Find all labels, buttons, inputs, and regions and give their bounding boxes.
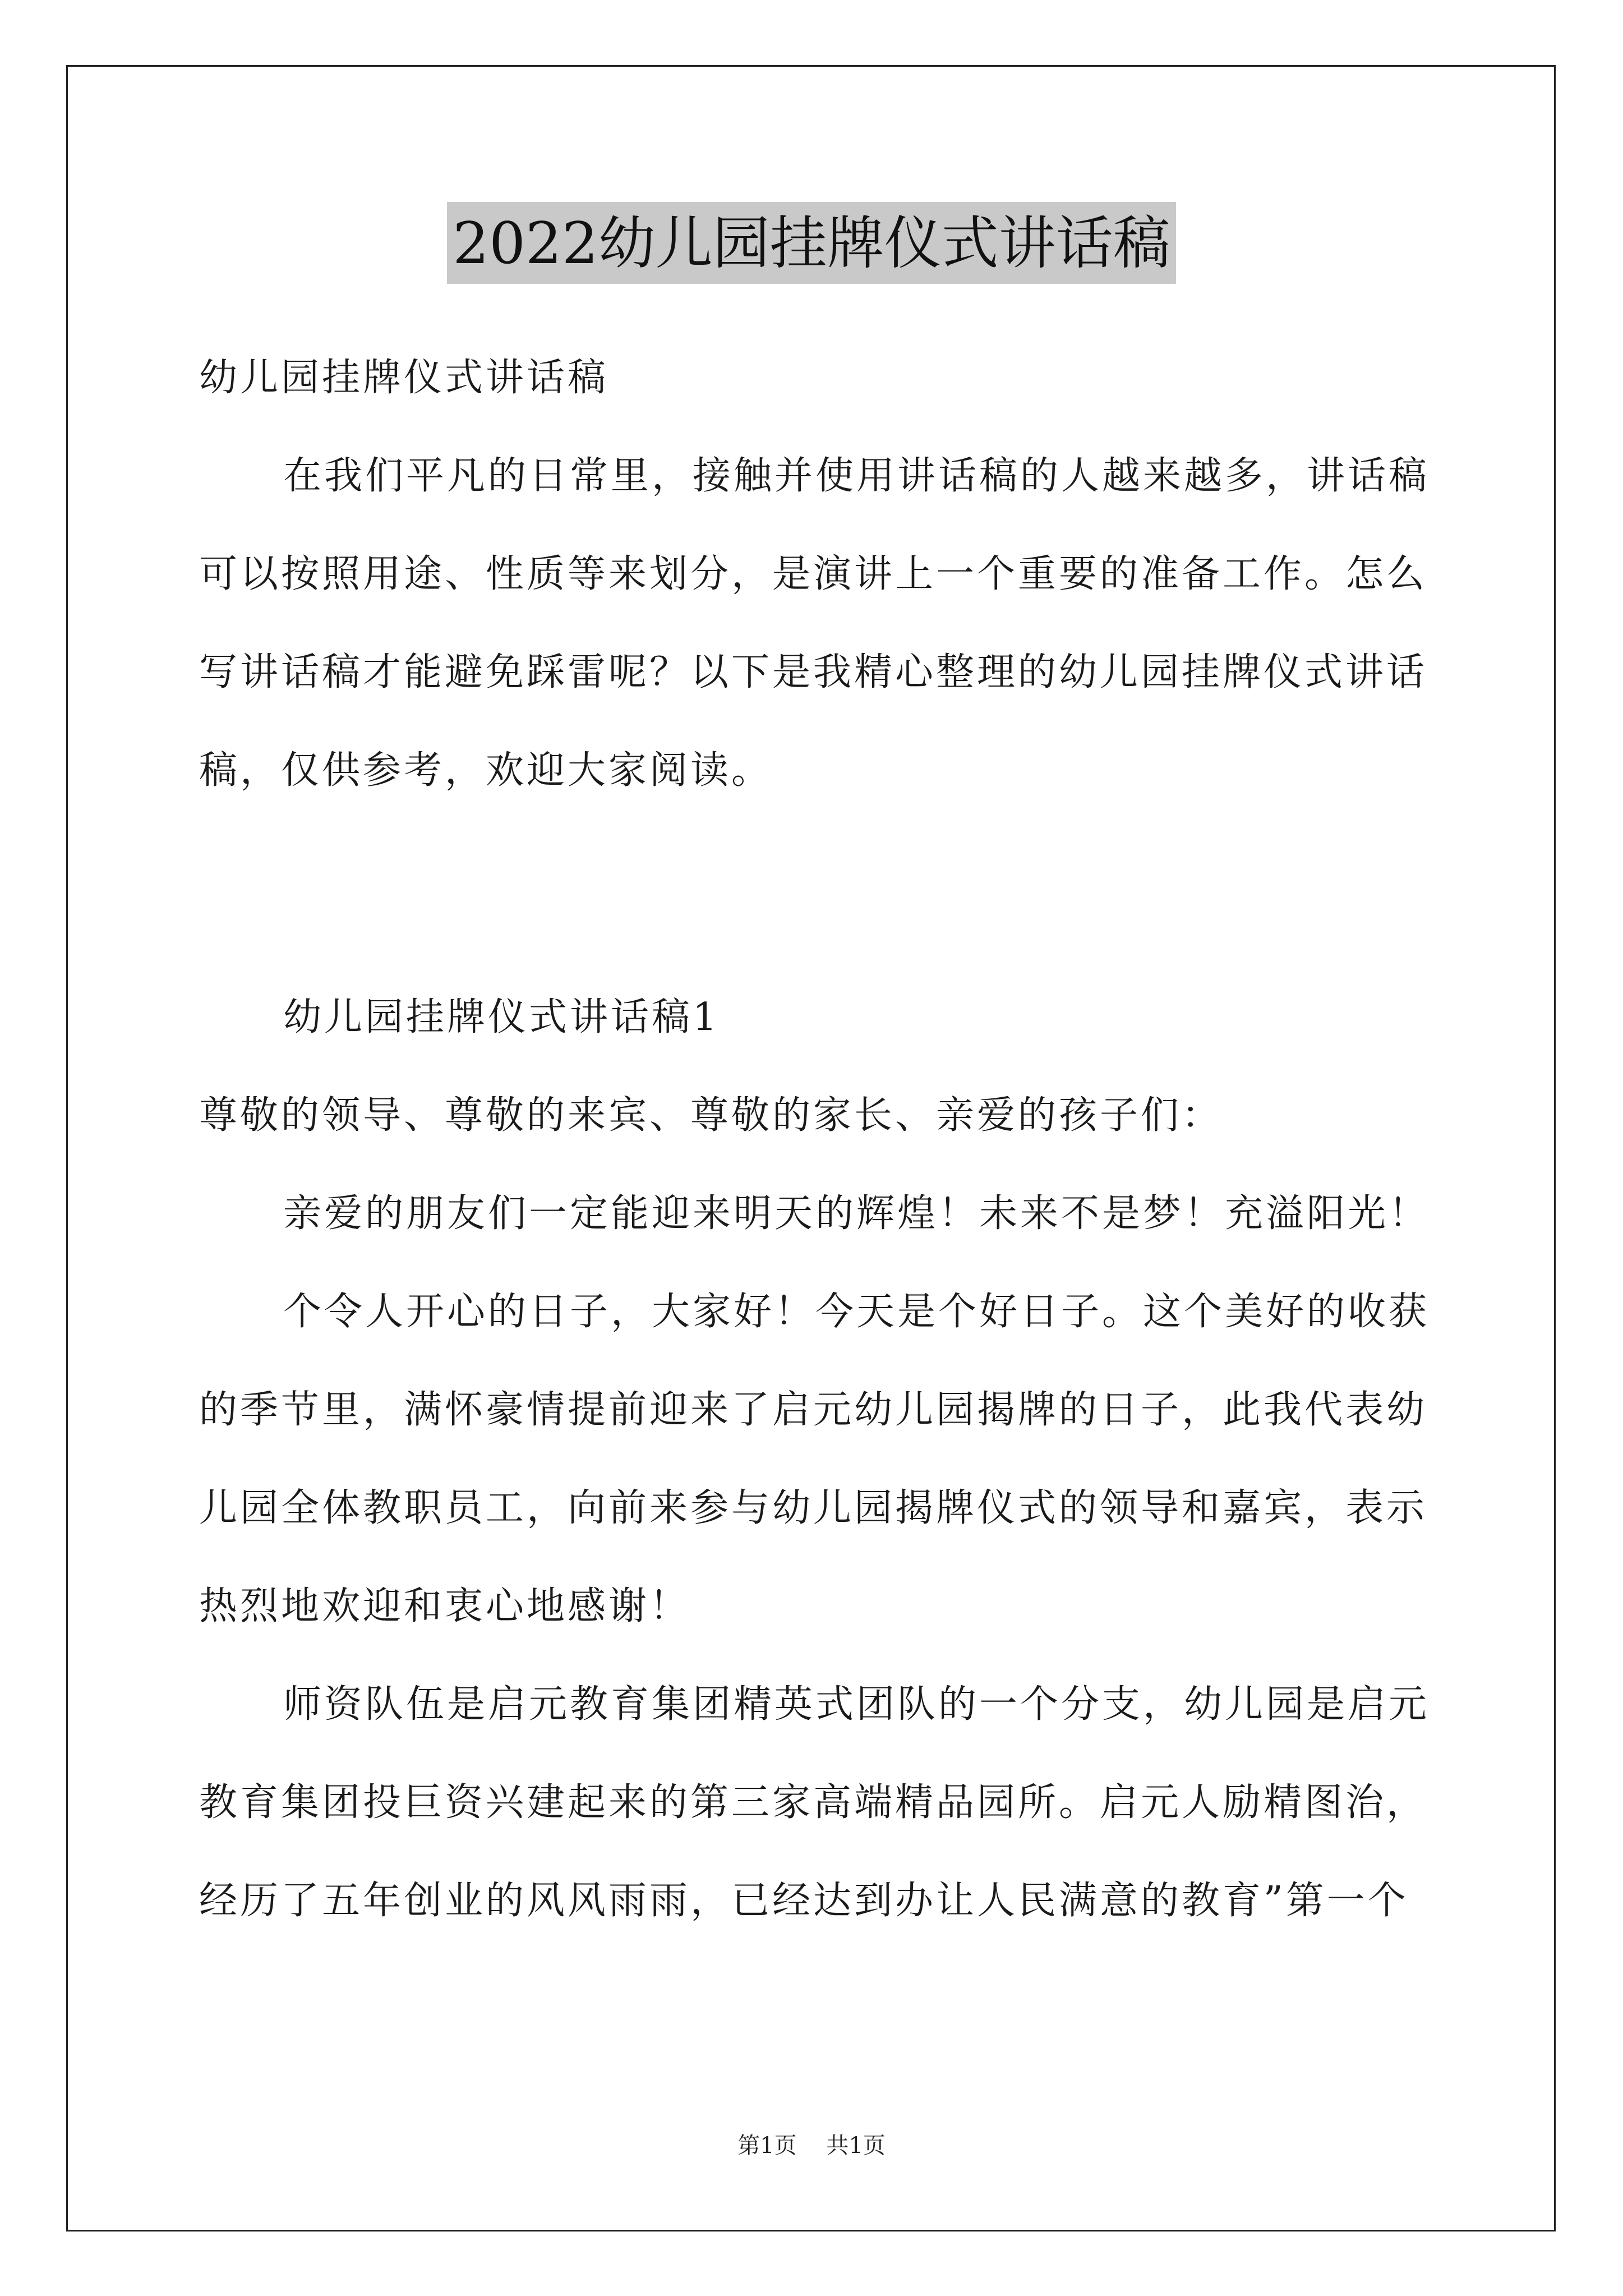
salutation: 尊敬的领导、尊敬的来宾、尊敬的家长、亲爱的孩子们： (199, 1093, 1223, 1138)
page-total: 共1页 (826, 2133, 886, 2159)
body-line: 儿园全体教职员工，向前来参与幼儿园揭牌仪式的领导和嘉宾，表示 (199, 1486, 1428, 1530)
body-line: 个令人开心的日子，大家好！今天是个好日子。这个美好的收获 (283, 1290, 1430, 1334)
section-heading: 幼儿园挂牌仪式讲话稿1 (283, 995, 720, 1039)
body-line: 的季节里，满怀豪情提前迎来了启元幼儿园揭牌的日子，此我代表幼 (199, 1388, 1428, 1432)
body-line: 亲爱的朋友们一定能迎来明天的辉煌！未来不是梦！充溢阳光！ (283, 1191, 1430, 1236)
intro-line: 可以按照用途、性质等来划分，是演讲上一个重要的准备工作。怎么 (199, 552, 1428, 596)
page-number: 第1页 (737, 2133, 797, 2159)
body-line: 热烈地欢迎和衷心地感谢！ (199, 1584, 691, 1628)
document-title: 2022幼儿园挂牌仪式讲话稿 (447, 202, 1176, 284)
intro-line: 稿，仅供参考，欢迎大家阅读。 (199, 748, 773, 793)
intro-line: 在我们平凡的日常里，接触并使用讲话稿的人越来越多，讲话稿 (283, 454, 1430, 498)
body-line: 师资队伍是启元教育集团精英式团队的一个分支，幼儿园是启元 (283, 1682, 1430, 1727)
body-line: 教育集团投巨资兴建起来的第三家高端精品园所。启元人励精图治， (199, 1780, 1428, 1825)
document-subtitle: 幼儿园挂牌仪式讲话稿 (199, 356, 609, 400)
title-wrapper (0, 202, 1623, 284)
intro-line: 写讲话稿才能避免踩雷呢？以下是我精心整理的幼儿园挂牌仪式讲话 (199, 650, 1428, 694)
page-footer (0, 2128, 1623, 2160)
body-line: 经历了五年创业的风风雨雨，已经达到办让人民满意的教育”第一个 (199, 1879, 1409, 1923)
